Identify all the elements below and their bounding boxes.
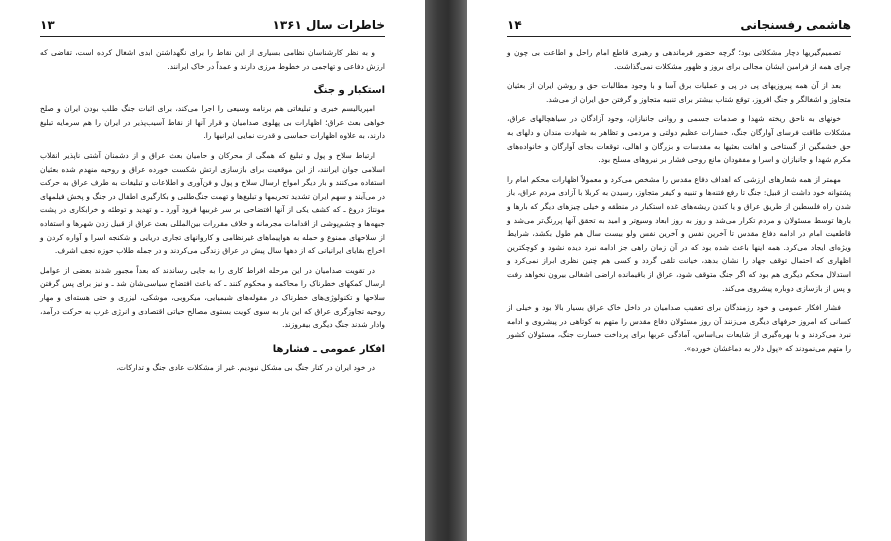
left-page-body xyxy=(40,46,385,380)
left-page-number: ۱۳ xyxy=(40,18,55,32)
right-running-title: هاشمی رفسنجانی xyxy=(740,18,851,32)
paragraph: در تقویت صدامیان در این مرحله افراط کاری را به جایی رساندند که بعداً مجبور شدند بعضی از عوامل ارسال کمکهای خطرناک را محاکمه و محکوم کنند ـ که باعث افتضاح سیاسی‌شان شد ـ و نیز برای پس گرفتن سلاحها و تکنولوژی‌های خطرناک در مقوله‌های شیمیایی، میکروبی، موشکی، لیزری و حتی هسته‌ای و مهار روحیه تجاوزگری عراق که این بار به سوی کویت بستوی مصالح حیاتی اقتصادی و انرژی غرب به حرکت درآمد، وادار شدند جنگ دیگری بیفروزند. xyxy=(40,265,385,330)
right-page-number: ۱۴ xyxy=(507,18,522,32)
paragraph: خونهای به ناحق ریخته شهدا و صدمات جسمی و روانی جانبازان، وجود آزادگان در سیاهچالهای عراق، مشکلات طاقت فرسای آوارگان جنگ، خسارات عظیم دولتی و مردمی و تظاهر به شهادت مندان و دلهای به حق خشمگین از گستاخی و اهانت بعثیها به مقدسات و بزرگان و اهالی، توقعات بجای آوارگان و خانواده‌های مکرم شهدا و جانبازان و اسرا و مفقودان مانع روحی فشار بر نیروهای مسلح بود. xyxy=(507,114,851,165)
right-page-body xyxy=(507,46,851,361)
paragraph: مهمتر از همه شعارهای ارزشی که اهداف دفاع مقدس را مشخص می‌کرد و معمولاً اظهارات محکم امام را پشتوانه خود داشت از قبیل: جنگ تا رفع فتنه‌ها و تنبیه و کیفر متجاوز، رسیدن به کربلا با آزادی مردم عراق، باز شدن راه فلسطین از طریق عراق و یا کندن ریشه‌های غده استکبار در منطقه و خیلی چیزهای دیگر که بارها و بارها توسط مسئولان و مردم تکرار می‌شد و روز به روز ابعاد وسیع‌تر و امید به تحقق آنها پررنگ‌تر می‌شد و قاطعیت امام در ادامه دفاع مقدس تا آخرین نفس و آخرین نفس ولو بیست سال هم طول بکشد، شرایط ویژه‌ای ایجاد می‌کرد. همه اینها باعث شده بود که در آن زمان راهی جز ادامه نبرد دیده نشود و کوچکترین اظهاری که احتمال توقف جهاد را نشان بدهد، خیانت تلقی گردد و کسی هم چنین نظری ابراز نمی‌کرد و استدلال محکم دیگری هم بود که اگر جنگ متوقف شود، عراق از باقیمانده اراضی اشغالی بیرون نخواهد رفت و پس از بازسازی دوباره پیشروی می‌کند. xyxy=(507,174,851,293)
right-page-header xyxy=(507,16,851,37)
section-heading: استکبار و جنگ xyxy=(313,85,385,97)
paragraph: ارتباط سلاح و پول و تبلیغ که همگی از محرکان و حامیان بعث عراق و از دشمنان آشتی ناپذیر انقلاب اسلامی جوان ایرانند، از این موقعیت برای بازسازی ارتش شکست خورده عراق و روحیه منهدم شده بعثیان استفاده می‌کنند و بار دیگر امواج ارسال سلاح و پول و فن‌آوری و اطلاعات و تبلیغات به طرف عراق به حرکت در می‌آیند و سهم ایران تشدید تحریمها و تبلیغ‌ها و تهمت جنگ‌طلبی و بکارگیری اطفال در جنگ و پخش فیلمهای مونتاژ دروغ ـ که کشف یکی از آنها افتضاحی بر سر غربیها فرود آورد ـ و تهدید و توطئه و خرابکاری در پشت جبهه‌ها و چشم‌پوشی از اقدامات مجرمانه و خلاف مقررات بین‌المللی بعث عراق از قبیل زدن شهرها و استفاده از سلاحهای ممنوع و حمله به هواپیماهای غیرنظامی و کاروانهای تجاری دریایی و شکنجه اسرا و آواره کردن و اخراج بقایای ایرانیانی که از دهها سال پیش در عراق زندگی می‌کردند و در جمله طلاب حوزه نجف اشرف. xyxy=(40,150,385,256)
paragraph: فشار افکار عمومی و خود رزمندگان برای تعقیب صدامیان در داخل خاک عراق بسیار بالا بود و خیلی از کسانی که امروز حرفهای دیگری می‌زنند آن روز مسئولان دفاع مقدس را متهم به کوتاهی در پیشروی و ادامه نبرد می‌کردند و با بهره‌گیری از شایعات بی‌اساس، آمادگی عربها برای پرداخت خسارت جنگ، مسئولان کشور را متهم می‌نمودند که «پول دلار به دماغشان خورده». xyxy=(507,303,851,353)
paragraph: بعد از آن همه پیروزیهای پی در پی و عملیات برق آسا و با وجود مطالبات حق و روشن ایران از بعثیان متجاوز و اشغالگر و جنگ افروز، توقع شتاب بیشتر برای تنبیه متجاوز و گرفتن حق ایران از می‌شد. xyxy=(507,81,851,104)
paragraph: در خود ایران در کنار جنگ بی مشکل نبودیم. غیر از مشکلات عادی جنگ و تدارکات، xyxy=(116,362,375,372)
paragraph: امپریالیسم خبری و تبلیغاتی هم برنامه وسیعی را اجرا می‌کند، برای اثبات جنگ طلب بودن ایران و صلح خواهی بعث عراق؛ اظهارات بی پهلوی صدامیان و قرار آنها از نقاط آسیب‌پذیر در ایران را هم سرمایه تبلیغ دارند، به علاوه اظهارات حماسی و قدرت نمایی ایرانیها را. xyxy=(40,104,385,141)
left-running-title: خاطرات سال ۱۳۶۱ xyxy=(272,18,385,32)
left-page xyxy=(0,0,425,541)
paragraph: تصمیم‌گیریها دچار مشکلاتی بود؛ گرچه حضور فرماندهی و رهبری قاطع امام راحل و اطاعت بی چون و چرای همه از فرامین ایشان مجالی برای بروز و ظهور مشکلات نمی‌گذاشت. xyxy=(507,48,851,71)
right-page xyxy=(467,0,891,541)
section-heading: افکار عمومی ـ فشارها xyxy=(272,343,385,355)
paragraph: و به نظر کارشناسان نظامی بسیاری از این نقاط را برای نگهداشتن ابدی اشغال کرده است، تقاضی که ارزش دفاعی و تهاجمی در خطوط مرزی دارند و عمداً در خاک ایرانند. xyxy=(40,48,385,71)
book-gutter xyxy=(425,0,467,541)
left-page-header xyxy=(40,16,385,37)
